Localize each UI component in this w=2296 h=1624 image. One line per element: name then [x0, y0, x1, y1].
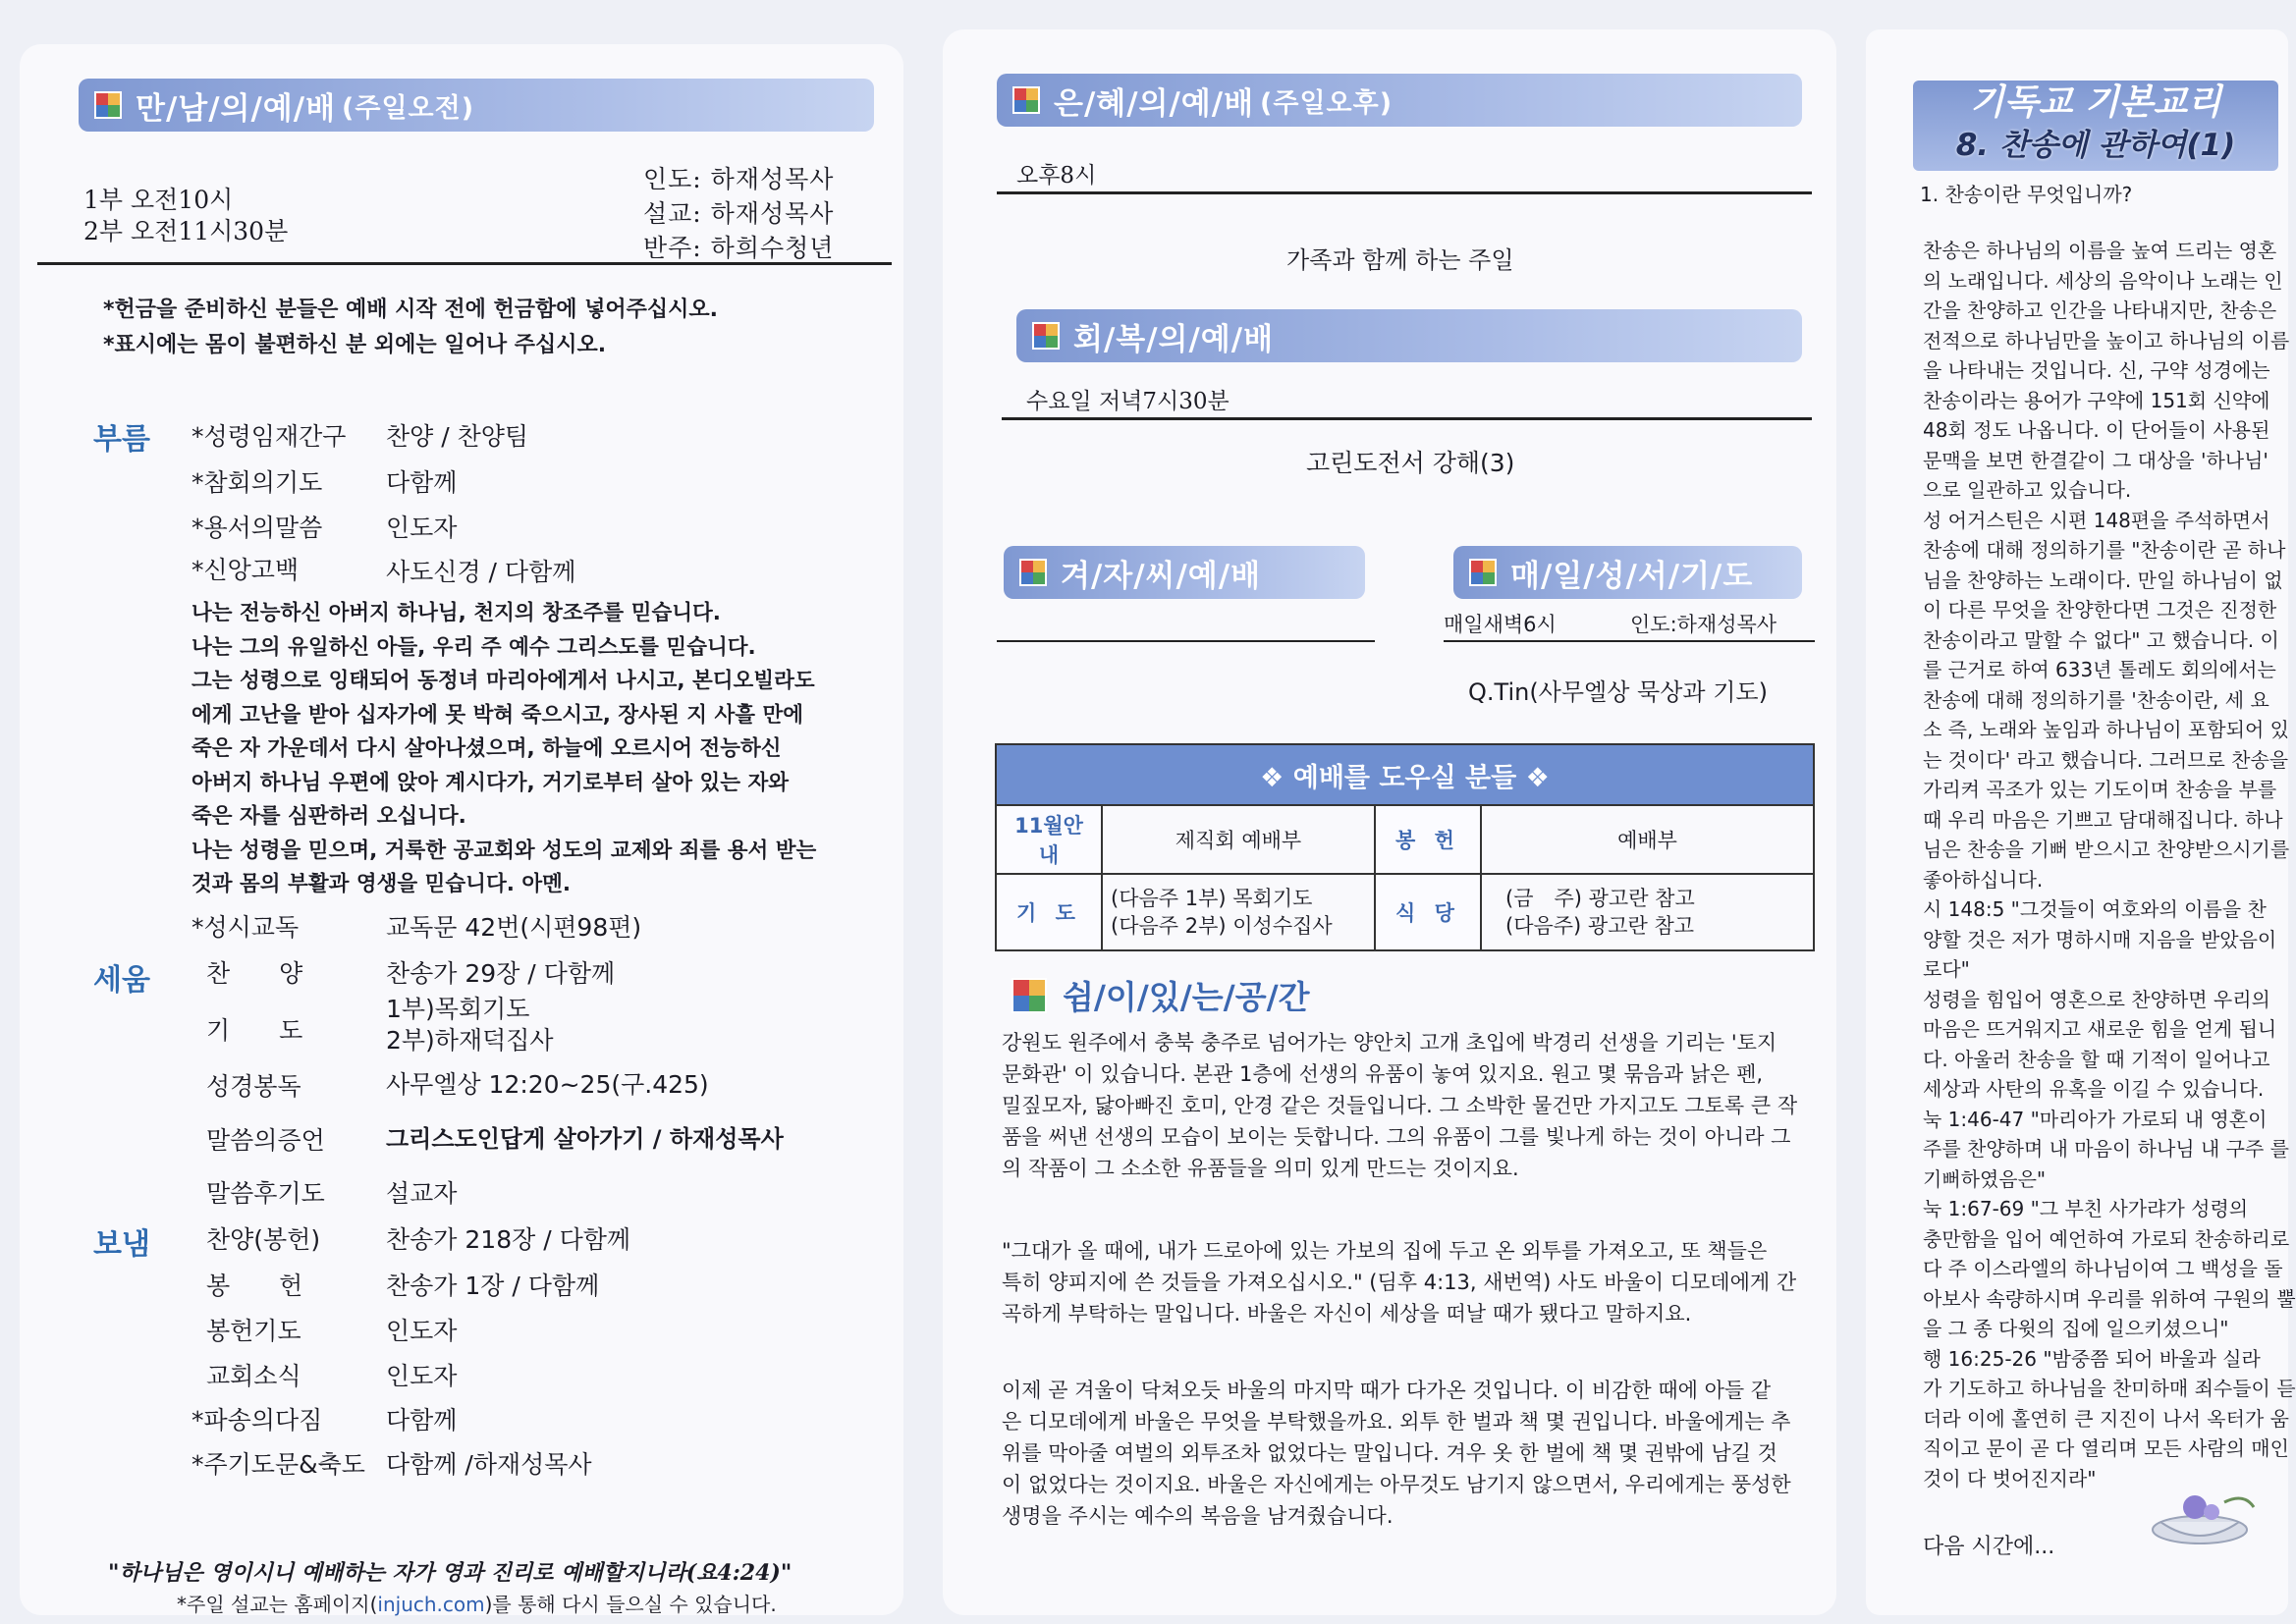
- section-send-label: 보냄: [93, 1227, 150, 1262]
- rest-paragraph-3: [1002, 1375, 1817, 1532]
- doctrine-line: 는 것이다' 라고 했습니다. 그러므로 찬송을: [1923, 747, 2289, 772]
- order-detail: 찬송가 218장 / 다함께: [386, 1225, 631, 1254]
- divider: [1444, 640, 1815, 642]
- recovery-worship-header: [1016, 309, 1802, 362]
- header-title: 매/일/성/서/기/도: [1510, 558, 1754, 594]
- doctrine-line: 좋아하십니다.: [1923, 867, 2044, 892]
- text-line: 의 작품이 그 소소한 유품들을 의미 있게 만드는 것이지요.: [1002, 1157, 1519, 1180]
- doctrine-line: 성령을 힘입어 영혼으로 찬양하면 우리의: [1923, 987, 2270, 1011]
- four-color-square-icon: [1469, 559, 1497, 586]
- accompanist-line: 반주: 하희수청년: [643, 234, 835, 262]
- divider: [997, 191, 1812, 194]
- order-item: 찬 양: [206, 959, 303, 988]
- order-detail: 설교자: [386, 1179, 458, 1208]
- preacher-line: 설교: 하재성목사: [643, 199, 835, 228]
- order-detail: 찬송가 29장 / 다함께: [386, 959, 616, 988]
- divider: [37, 262, 892, 265]
- text-line: 특히 양피지에 쓴 것들을 가져오십시오." (딤후 4:13, 새번역) 사도 바울이 디모데에게 간: [1002, 1271, 1797, 1294]
- order-detail: 1부)목회기도: [386, 995, 530, 1023]
- creed-line: 에게 고난을 받아 십자가에 못 박혀 죽으시고, 장사된 지 사흘 만에: [191, 702, 804, 728]
- section-word-label: 세움: [93, 963, 150, 998]
- table-cell: 예배부: [1481, 805, 1814, 874]
- helpers-title: ❖ 예배를 도우실 분들 ❖: [996, 744, 1814, 805]
- doctrine-line: 성 어거스틴은 시편 148편을 주석하면서: [1923, 508, 2270, 532]
- doctrine-line: 찬송에 대해 정의하기를 '찬송이란, 세 요: [1923, 687, 2269, 712]
- sermon-footer: [177, 1589, 777, 1617]
- text-line: 문화관' 이 있습니다. 본관 1층에 선생의 유품이 놓여 있지요. 원고 몇 묶음과 낡은 펜,: [1002, 1062, 1764, 1086]
- creed-line: 것과 몸의 부활과 영생을 믿습니다. 아멘.: [191, 872, 572, 896]
- doctrine-line: 가리켜 곡조가 있는 기도이며 찬송을 부를: [1923, 778, 2277, 801]
- header-subtitle: (주일오전): [342, 92, 475, 124]
- four-color-square-icon: [1032, 322, 1060, 350]
- afternoon-worship-header: [997, 74, 1802, 127]
- order-detail: 찬송가 1장 / 다함께: [386, 1272, 600, 1300]
- cell-line: (다음주 2부) 이성수집사: [1111, 914, 1333, 938]
- order-item: *주기도문&축도: [191, 1450, 365, 1479]
- order-detail: 교독문 42번(시편98편): [386, 913, 642, 942]
- next-time-label: 다음 시간에...: [1923, 1535, 2055, 1559]
- doctrine-line: 이 다른 무엇을 찬양한다면 그것은 진정한: [1923, 598, 2277, 622]
- doctrine-line: 으로 일관하고 있습니다.: [1923, 478, 2132, 502]
- text-line: 생명을 주시는 예수의 복음을 남겨줬습니다.: [1002, 1504, 1394, 1528]
- table-cell: [1102, 874, 1375, 950]
- doctrine-line: 전적으로 하나님만을 높이고 하나님의 이름: [1923, 328, 2290, 352]
- flower-bowl-decoration: [2141, 1473, 2259, 1551]
- doctrine-title: 기독교 기본교리: [1970, 82, 2221, 123]
- creed-line: 그는 성령으로 잉태되어 동정녀 마리아에게서 나시고, 본디오빌라도: [191, 669, 815, 693]
- doctrine-line: 찬송에 대해 정의하기를 "찬송이란 곧 하나: [1923, 538, 2286, 562]
- table-header-cell: 기 도: [996, 874, 1102, 950]
- offering-note: *헌금을 준비하신 분들은 예배 시작 전에 헌금함에 넣어주십시오.: [103, 298, 719, 322]
- text-line: 품을 써낸 선생의 모습이 보이는 듯합니다. 그의 유품이 그를 빛나게 하는 것이 아니라 그: [1002, 1125, 1791, 1149]
- order-detail: 찬양 / 찬양팀: [386, 422, 529, 451]
- homepage-link[interactable]: injuch.com: [377, 1593, 485, 1616]
- doctrine-line: 찬송이라고 말할 수 없다" 고 했습니다. 이: [1923, 627, 2279, 652]
- order-item: *용서의말씀: [191, 514, 323, 542]
- doctrine-subtitle: 8. 찬송에 관하여(1): [1955, 128, 2236, 163]
- leader-line: 인도: 하재성목사: [643, 165, 835, 193]
- four-color-square-icon: [94, 91, 122, 119]
- order-detail: 사무엘상 12:20~25(구.425): [386, 1070, 709, 1099]
- footer-text: *주일 설교는 홈페이지(: [177, 1593, 378, 1616]
- cell-line: (다음주) 광고란 참고: [1505, 914, 1695, 938]
- bible-verse: "하나님은 영이시니 예배하는 자가 영과 진리로 예배할지니라(요4:24)": [108, 1560, 793, 1586]
- recovery-topic: 고린도전서 강해(3): [1306, 449, 1515, 477]
- order-detail: 인도자: [386, 1317, 458, 1345]
- doctrine-line: 것이 다 벗어진지라": [1923, 1466, 2097, 1490]
- four-color-square-icon: [1012, 86, 1040, 114]
- doctrine-line: 가 기도하고 하나님을 찬미하매 죄수들이 듣: [1923, 1377, 2296, 1400]
- mustard-worship-header: [1004, 546, 1365, 599]
- creed-line: 나는 전능하신 아버지 하나님, 천지의 창조주를 믿습니다.: [191, 601, 721, 625]
- doctrine-line: 시 148:5 "그것들이 여호와의 이름을 찬: [1923, 897, 2267, 921]
- order-item: 기 도: [206, 1016, 303, 1045]
- doctrine-line: 눅 1:67-69 "그 부친 사가랴가 성령의: [1923, 1197, 2249, 1220]
- daily-leader: 인도:하재성목사: [1630, 613, 1777, 636]
- text-line: 강원도 원주에서 충북 충주로 넘어가는 양안치 고개 초입에 박경리 선생을 기리는 '토지: [1002, 1031, 1777, 1055]
- creed-line: 죽은 자 가운데서 다시 살아나셨으며, 하늘에 오르시어 전능하신: [191, 736, 782, 761]
- order-item: *참회의기도: [191, 468, 323, 497]
- doctrine-line: 문맥을 보면 한결같이 그 대상을 '하나님': [1923, 448, 2269, 472]
- service-leaders: [643, 162, 834, 265]
- text-line: 위를 막아줄 여벌의 외투조차 없었다는 말입니다. 겨우 옷 한 벌에 책 몇 권밖에 남길 것: [1002, 1441, 1777, 1465]
- worship-notes: [103, 293, 718, 363]
- text-line: 밀짚모자, 닳아빠진 호미, 안경 같은 것들입니다. 그 소박한 물건만 가지고도 그토록 큰 작: [1002, 1094, 1798, 1117]
- doctrine-line: 소 즉, 노래와 높임과 하나님이 포함되어 있: [1923, 718, 2289, 741]
- creed-line: 나는 성령을 믿으며, 거룩한 공교회와 성도의 교제와 죄를 용서 받는: [191, 838, 817, 863]
- second-service-time: 2부 오전11시30분: [83, 217, 289, 245]
- cell-line: (다음주 1부) 목회기도: [1111, 887, 1313, 910]
- recovery-time: 수요일 저녁7시30분: [1026, 389, 1230, 414]
- doctrine-line: 간을 찬양하고 인간을 나타내지만, 찬송은: [1923, 298, 2277, 322]
- doctrine-body: [1923, 236, 2296, 1493]
- creed-line: 아버지 하나님 우편에 앉아 계시다가, 거기로부터 살아 있는 자와: [191, 770, 790, 795]
- helpers-table: [995, 743, 1815, 951]
- table-header-cell: 11월안내: [996, 805, 1102, 874]
- header-subtitle: (주일오후): [1260, 87, 1394, 119]
- doctrine-header: [1913, 81, 2278, 171]
- text-line: 이 없었다는 것이지요. 바울은 자신에게는 아무것도 남기지 않으면서, 우리에게는 풍성한: [1002, 1473, 1791, 1496]
- afternoon-time: 오후8시: [1016, 163, 1097, 189]
- doctrine-line: 의 노래입니다. 세상의 음악이나 노래는 인: [1923, 268, 2283, 293]
- doctrine-line: 을 나타내는 것입니다. 신, 구약 성경에는: [1923, 358, 2270, 382]
- sermon-title: 그리스도인답게 살아가기 / 하재성목사: [386, 1125, 784, 1153]
- table-header-cell: 식 당: [1375, 874, 1481, 950]
- doctrine-line: 주를 찬양하며 내 마음이 하나님 내 구주 를: [1923, 1137, 2289, 1161]
- order-item: *신앙고백: [191, 556, 300, 584]
- doctrine-line: 아보사 속량하시며 우리를 위하여 구원의 뿔: [1923, 1286, 2296, 1311]
- doctrine-line: 님을 찬양하는 노래이다. 만일 하나님이 없: [1923, 568, 2283, 592]
- doctrine-line: 직이고 문이 곧 다 열리며 모든 사람의 매인: [1923, 1436, 2289, 1460]
- header-title: 회/복/의/예/배: [1073, 321, 1275, 357]
- doctrine-line: 다 주 이스라엘의 하나님이여 그 백성을 돌: [1923, 1257, 2283, 1280]
- doctrine-line: 세상과 사탄의 유혹을 이길 수 있습니다.: [1923, 1077, 2265, 1101]
- order-item: *파송의다짐: [191, 1406, 323, 1435]
- order-item: 찬양(봉헌): [206, 1225, 321, 1254]
- rest-paragraph-1: [1002, 1027, 1817, 1184]
- header-title: 만/남/의/예/배: [136, 90, 337, 127]
- service-times: [83, 185, 288, 247]
- doctrine-line: 찬송은 하나님의 이름을 높여 드리는 영혼: [1923, 239, 2277, 262]
- text-line: 이제 곧 겨울이 닥쳐오듯 바울의 마지막 때가 다가온 것입니다. 이 비감한 때에 아들 같: [1002, 1379, 1772, 1402]
- apostles-creed: [191, 597, 879, 902]
- doctrine-line: 더라 이에 홀연히 큰 지진이 나서 옥터가 움: [1923, 1406, 2289, 1431]
- doctrine-line: 때 우리 마음은 기쁘고 담대해집니다. 하나: [1923, 807, 2283, 832]
- order-detail: 다함께 /하재성목사: [386, 1450, 592, 1479]
- order-detail: 사도신경 / 다함께: [386, 558, 576, 586]
- order-item: 교회소식: [206, 1362, 301, 1390]
- doctrine-line: 찬송이라는 용어가 구약에 151회 신약에: [1923, 388, 2270, 412]
- creed-line: 죽은 자를 심판하러 오십니다.: [191, 804, 466, 829]
- order-detail: 인도자: [386, 1362, 458, 1390]
- doctrine-line: 행 16:25-26 "밤중쯤 되어 바울과 실라: [1923, 1346, 2261, 1371]
- doctrine-line: 48회 정도 나옵니다. 이 단어들이 사용된: [1923, 418, 2270, 442]
- table-header-cell: 봉 헌: [1375, 805, 1481, 874]
- rest-space-header: [1011, 972, 1310, 1018]
- rest-paragraph-2: [1002, 1235, 1817, 1329]
- footer-text: )를 통해 다시 들으실 수 있습니다.: [484, 1593, 777, 1616]
- divider: [997, 640, 1375, 642]
- header-title: 은/혜/의/예/배: [1054, 85, 1255, 122]
- daily-time: 매일새벽6시: [1444, 613, 1557, 636]
- order-detail: 인도자: [386, 514, 458, 542]
- doctrine-line: 눅 1:46-47 "마리아가 가로되 내 영혼이: [1923, 1107, 2268, 1131]
- four-color-square-icon: [1011, 978, 1047, 1013]
- doctrine-line: 을 그 종 다윗의 집에 일으키셨으니": [1923, 1317, 2229, 1340]
- header-title: 겨/자/씨/예/배: [1061, 558, 1262, 594]
- doctrine-line: 마음은 뜨거워지고 새로운 힘을 얻게 됩니: [1923, 1017, 2277, 1041]
- first-service-time: 1부 오전10시: [83, 186, 234, 214]
- qtin-text: Q.Tin(사무엘상 묵상과 기도): [1468, 678, 1768, 706]
- stand-note: *표시에는 몸이 불편하신 분 외에는 일어나 주십시오.: [103, 333, 607, 357]
- order-item: 봉헌기도: [206, 1317, 301, 1345]
- order-detail: 2부)하재덕집사: [386, 1026, 554, 1055]
- order-item: 말씀후기도: [206, 1179, 325, 1208]
- order-item: 성경봉독: [206, 1072, 301, 1101]
- cell-line: (금 주) 광고란 참고: [1505, 887, 1695, 910]
- header-title: 쉼/이/있/는/공/간: [1063, 978, 1310, 1016]
- order-item: *성시교독: [191, 913, 300, 942]
- doctrine-question: 1. 찬송이란 무엇입니까?: [1920, 183, 2133, 206]
- section-call-label: 부름: [93, 422, 150, 457]
- prayer-detail: [386, 994, 554, 1056]
- doctrine-line: 충만함을 입어 예언하여 가로되 찬송하리로: [1923, 1226, 2290, 1251]
- doctrine-line: 님은 찬송을 기뻐 받으시고 찬양받으시기를: [1923, 838, 2290, 861]
- afternoon-theme: 가족과 함께 하는 주일: [1286, 246, 1514, 274]
- table-cell: [1481, 874, 1814, 950]
- divider: [1002, 417, 1812, 420]
- order-detail: 다함께: [386, 468, 458, 497]
- order-item: 봉 헌: [206, 1272, 303, 1300]
- order-item: 말씀의증언: [206, 1126, 325, 1155]
- doctrine-line: 로다": [1923, 957, 1970, 981]
- daily-prayer-header: [1453, 546, 1802, 599]
- morning-worship-header: [79, 79, 874, 132]
- doctrine-line: 를 근거로 하여 633년 톨레도 회의에서는: [1923, 658, 2276, 681]
- doctrine-line: 양할 것은 저가 명하시매 지음을 받았음이: [1923, 927, 2277, 951]
- order-detail: 다함께: [386, 1406, 458, 1435]
- text-line: 은 디모데에게 바울은 무엇을 부탁했을까요. 외투 한 벌과 책 몇 권입니다. 바울에게는 추: [1002, 1410, 1791, 1434]
- doctrine-line: 기뻐하였음은": [1923, 1166, 2047, 1191]
- text-line: 곡하게 부탁하는 말입니다. 바울은 자신이 세상을 떠날 때가 됐다고 말하지요.: [1002, 1302, 1692, 1326]
- table-cell: 제직회 예배부: [1102, 805, 1375, 874]
- four-color-square-icon: [1019, 559, 1047, 586]
- order-item: *성령임재간구: [191, 422, 347, 451]
- text-line: "그대가 올 때에, 내가 드로아에 있는 가보의 집에 두고 온 외투를 가져오고, 또 책들은: [1002, 1239, 1768, 1263]
- creed-line: 나는 그의 유일하신 아들, 우리 주 예수 그리스도를 믿습니다.: [191, 634, 756, 660]
- doctrine-line: 다. 아울러 찬송을 할 때 기적이 일어나고: [1923, 1047, 2270, 1071]
